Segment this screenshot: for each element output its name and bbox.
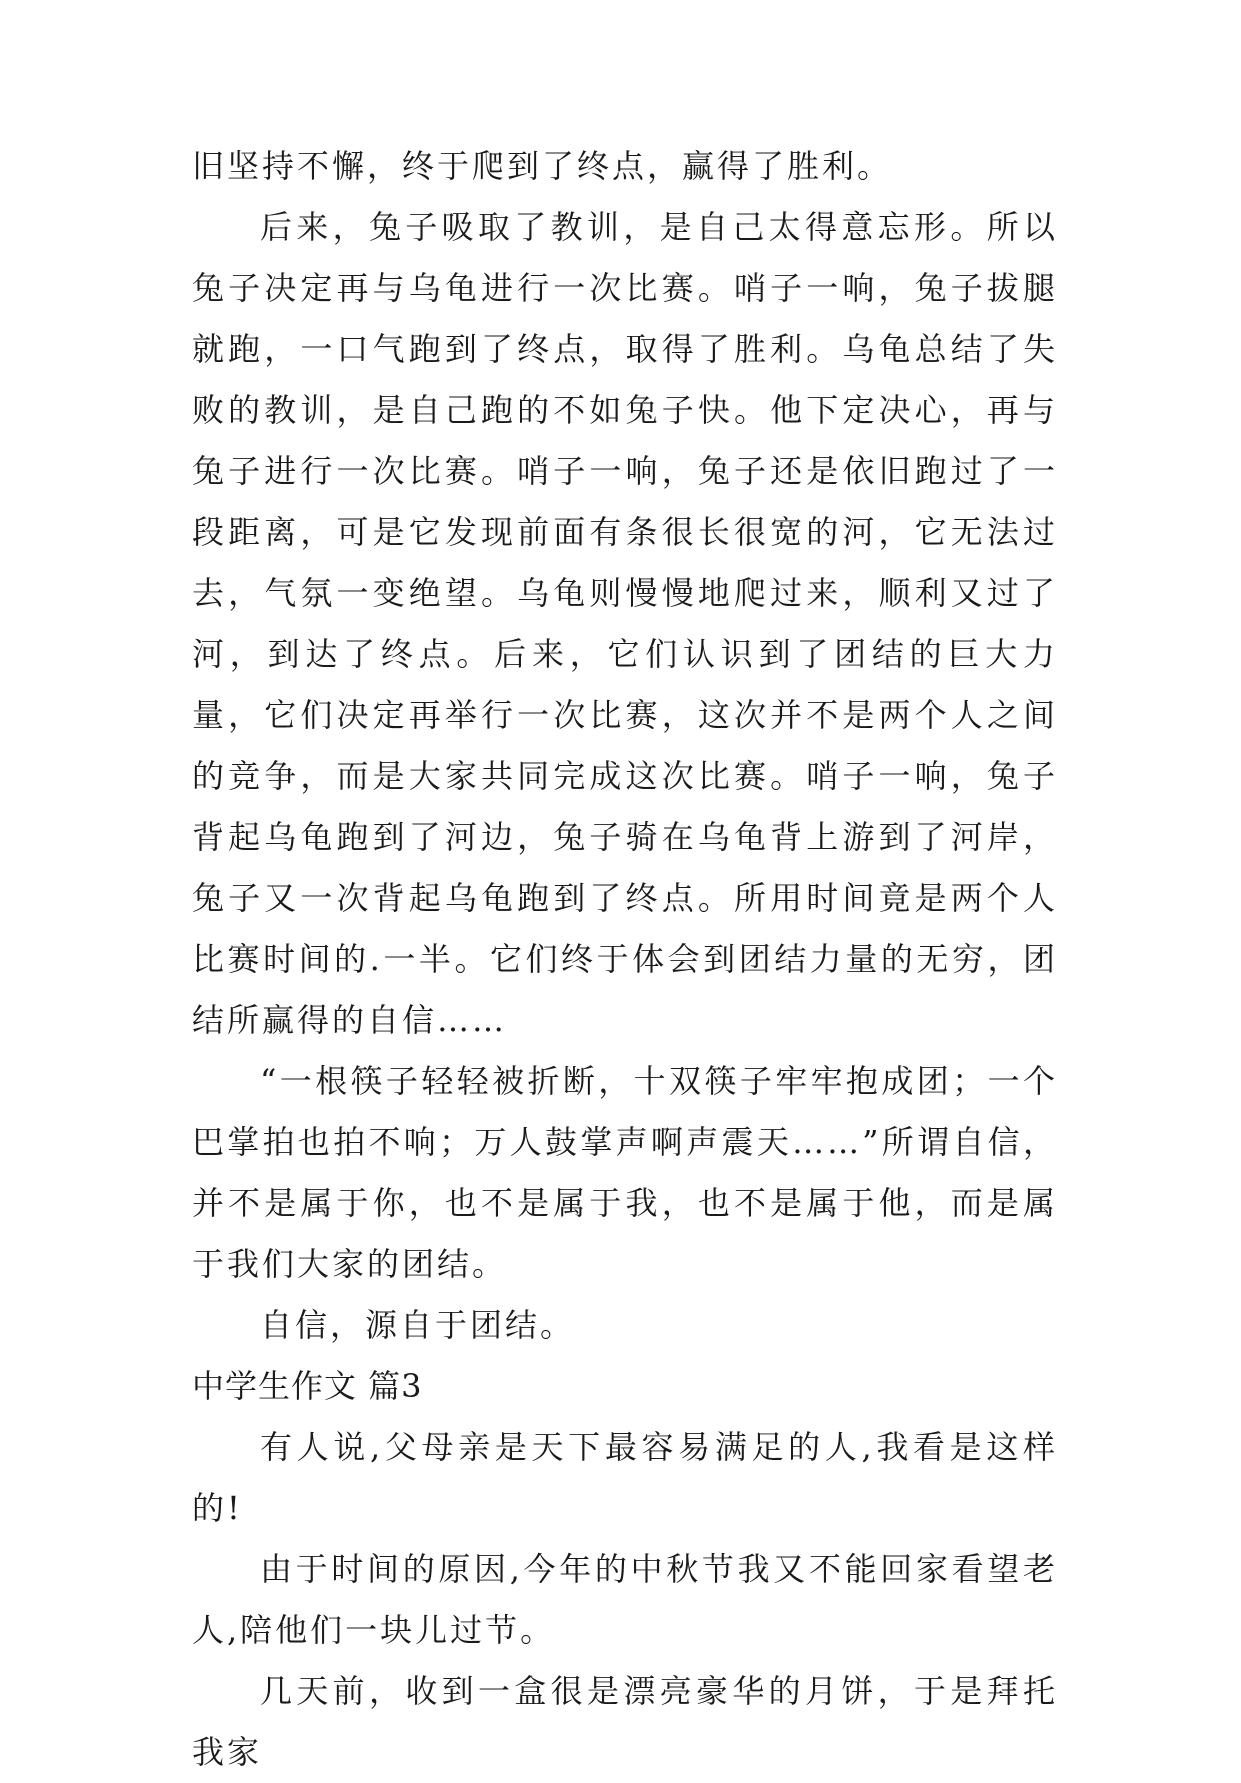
paragraph-3: “一根筷子轻轻被折断，十双筷子牢牢抱成团；一个巴掌拍也拍不响；万人鼓掌声啊声震天……”所谓自信，并不是属于你，也不是属于我，也不是属于他，而是属于我们大家的团结。 xyxy=(192,1062,1058,1283)
document-body xyxy=(192,136,1058,1783)
paragraph-6: 由于时间的原因,今年的中秋节我又不能回家看望老人,陪他们一块儿过节。 xyxy=(192,1550,1058,1649)
section-heading: 中学生作文 篇3 xyxy=(192,1367,423,1405)
paragraph-5: 有人说,父母亲是天下最容易满足的人,我看是这样的! xyxy=(192,1428,1058,1527)
paragraph-2: 后来，兔子吸取了教训，是自己太得意忘形。所以兔子决定再与乌龟进行一次比赛。哨子一响，兔子拔腿就跑，一口气跑到了终点，取得了胜利。乌龟总结了失败的教训，是自己跑的不如兔子快。他下定决心，再与兔子进行一次比赛。哨子一响，兔子还是依旧跑过了一段距离，可是它发现前面有条很长很宽的河，它无法过去，气氛一变绝望。乌龟则慢慢地爬过来，顺利又过了河，到达了终点。后来，它们认识到了团结的巨大力量，它们决定再举行一次比赛，这次并不是两个人之间的竞争，而是大家共同完成这次比赛。哨子一响，兔子背起乌龟跑到了河边，兔子骑在乌龟背上游到了河岸，兔子又一次背起乌龟跑到了终点。所用时间竟是两个人比赛时间的.一半。它们终于体会到团结力量的无穷，团结所赢得的自信…… xyxy=(192,208,1058,1039)
paragraph-1: 旧坚持不懈，终于爬到了终点，赢得了胜利。 xyxy=(192,147,893,185)
paragraph-4: 自信，源自于团结。 xyxy=(260,1306,576,1344)
paragraph-7: 几天前，收到一盒很是漂亮豪华的月饼，于是拜托我家 xyxy=(192,1672,1058,1771)
